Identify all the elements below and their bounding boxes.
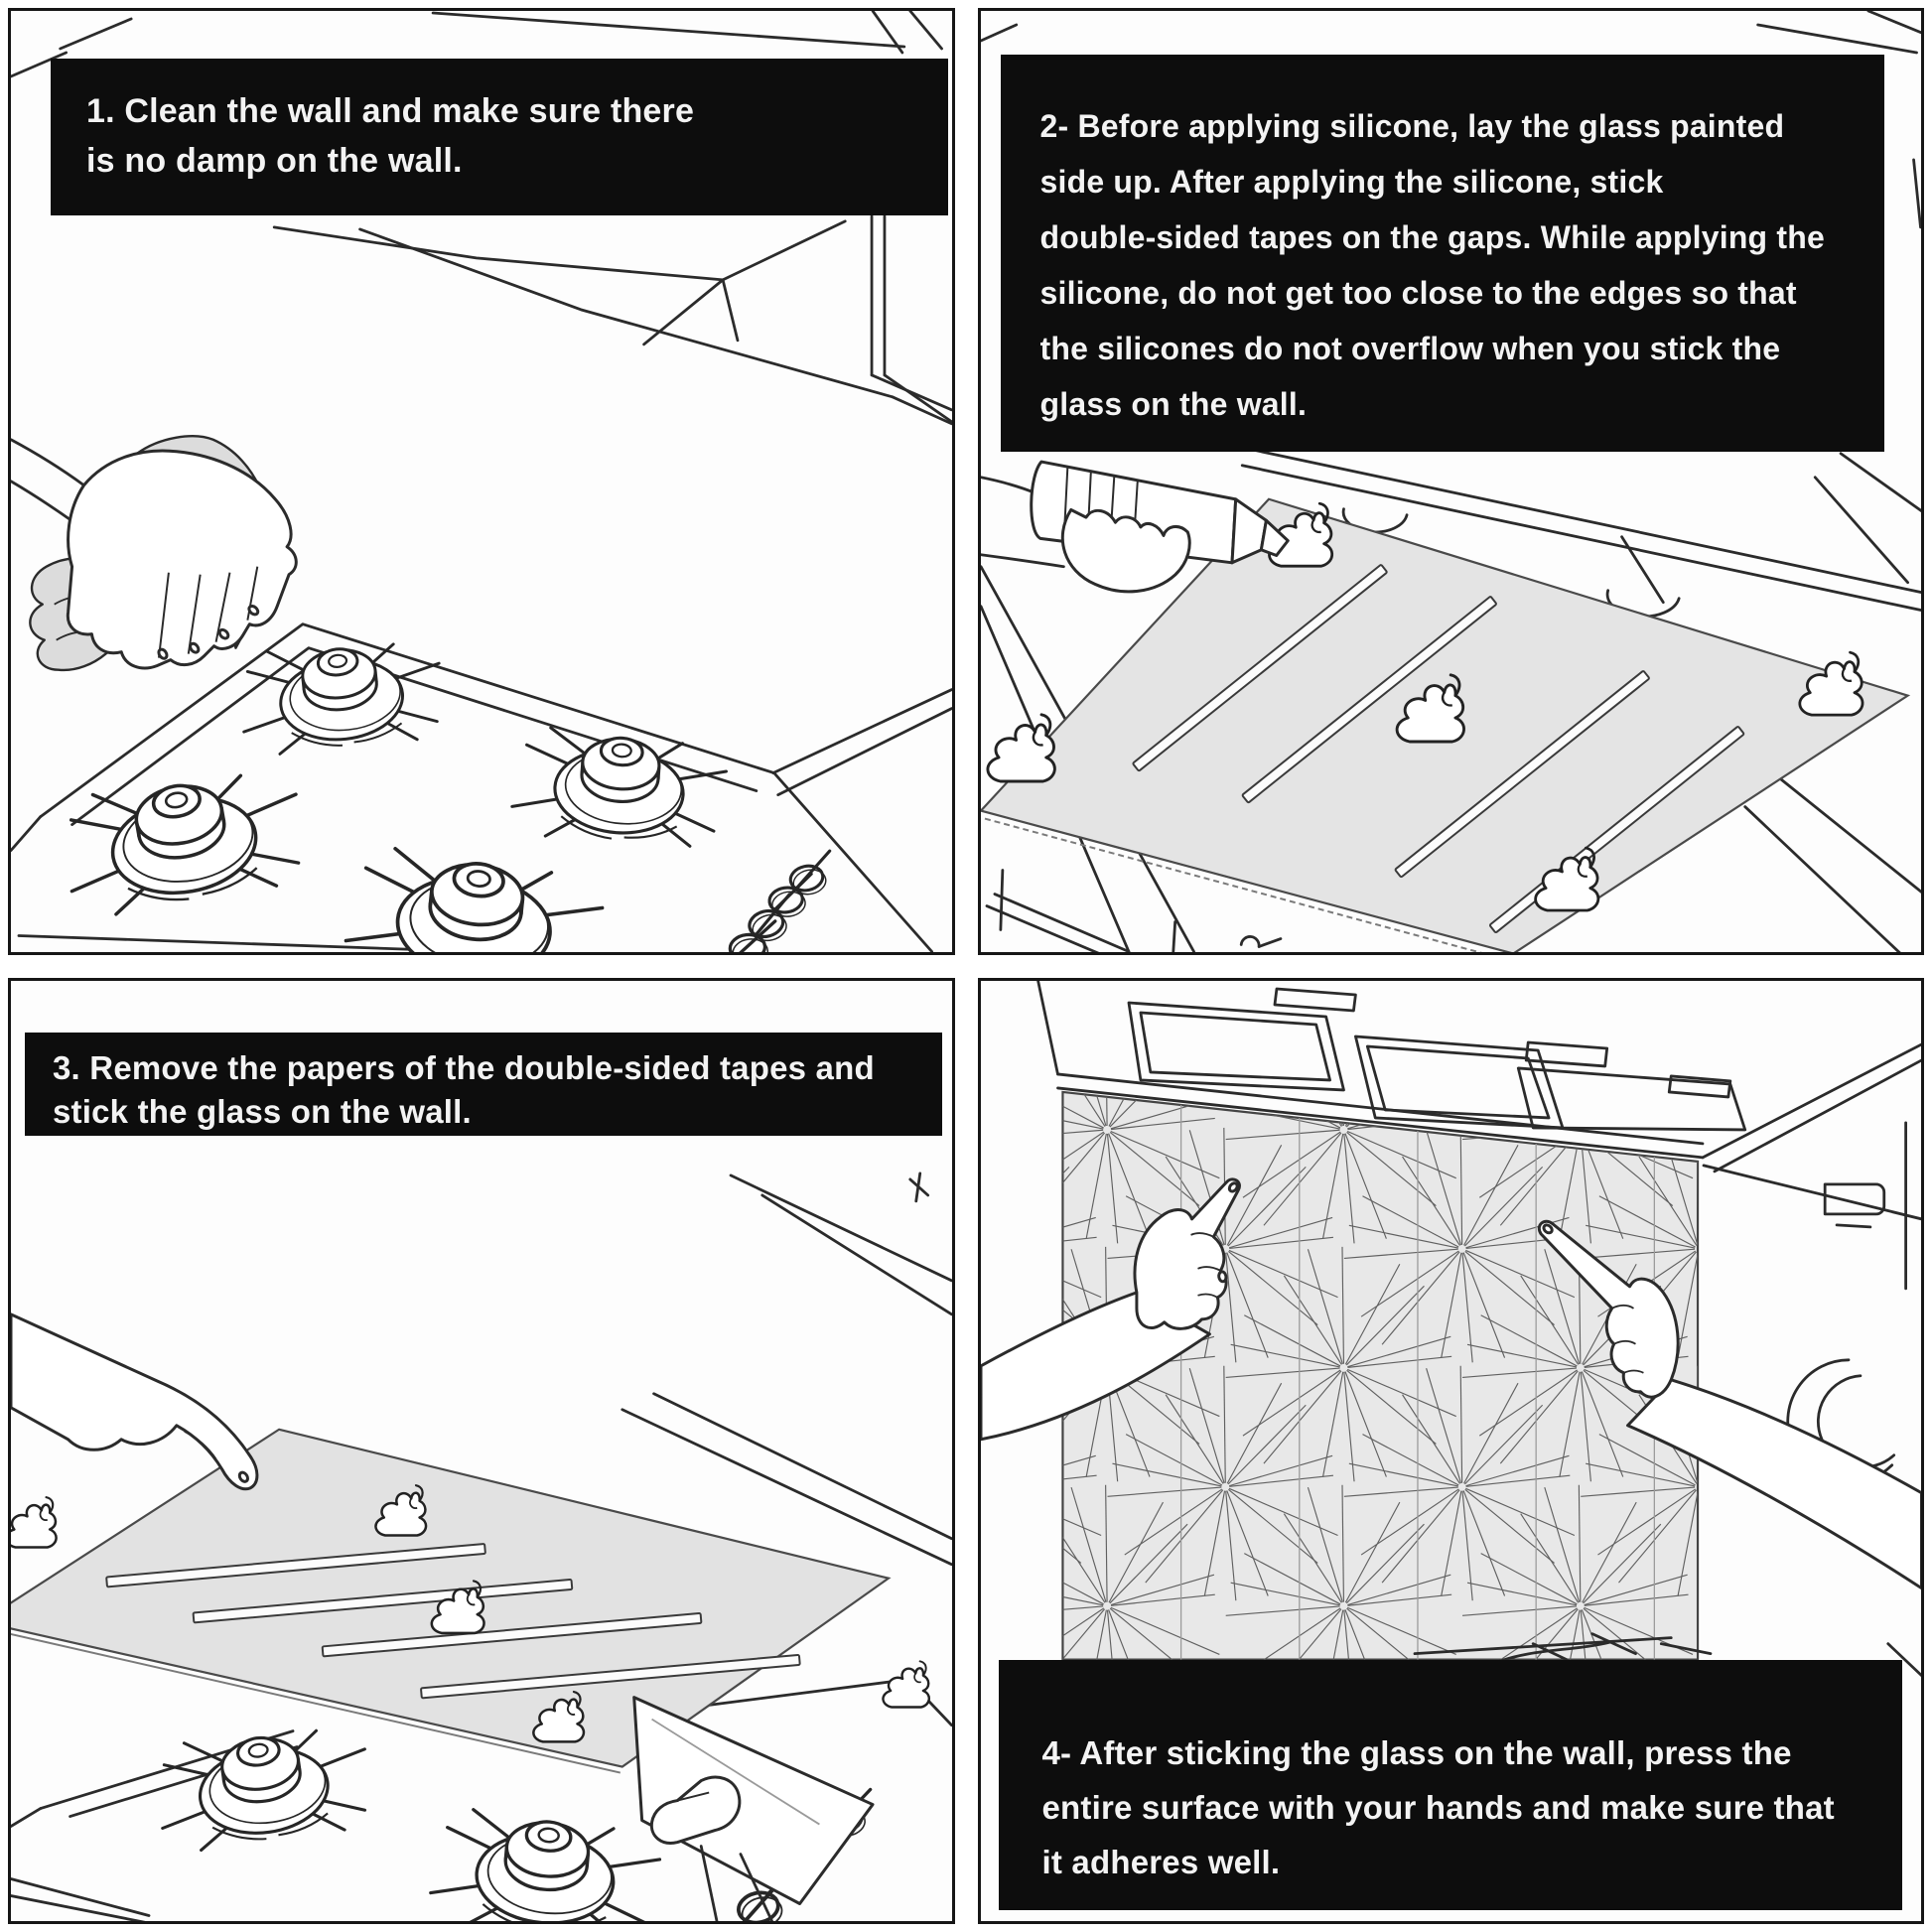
burner-sketch [57,759,312,921]
panel-step-1 [8,8,955,955]
silicone-blob-icon [11,1497,57,1547]
step-3-caption: 3. Remove the papers of the double-sided tapes and stick the glass on the wall. [25,1033,942,1136]
backing-paper [634,1697,873,1903]
holding-hand-icon [11,1313,257,1488]
step-2-caption: 2- Before applying silicone, lay the glass painted side up. After applying the silicone, stick double-sided tapes on the gaps. While applying the silicone, do not get too close to the edges so that the silicones do not overflow when you stick the glass on the wall. [1001,55,1884,452]
burner-sketch [510,726,729,849]
silicone-blob-icon [987,715,1053,781]
panel-step-3 [8,978,955,1925]
silicone-blob-icon [883,1661,928,1707]
burner-sketch [428,1806,662,1921]
burner-sketch [151,1718,375,1855]
gas-burner-sketches [57,633,729,951]
wall-sketch [1704,1122,1921,1675]
step-1-caption: 1. Clean the wall and make sure there is no damp on the wall. [51,59,948,215]
burner-sketch [236,633,447,758]
panel-step-4 [978,978,1925,1925]
burner-sketch [343,845,606,952]
step-4-caption: 4- After sticking the glass on the wall, press the entire surface with your hands and make sure that it adheres well. [999,1660,1902,1910]
stove-control-knobs [707,851,840,951]
panel-step-2 [978,8,1925,955]
silicone-blob-icon [1799,652,1862,715]
